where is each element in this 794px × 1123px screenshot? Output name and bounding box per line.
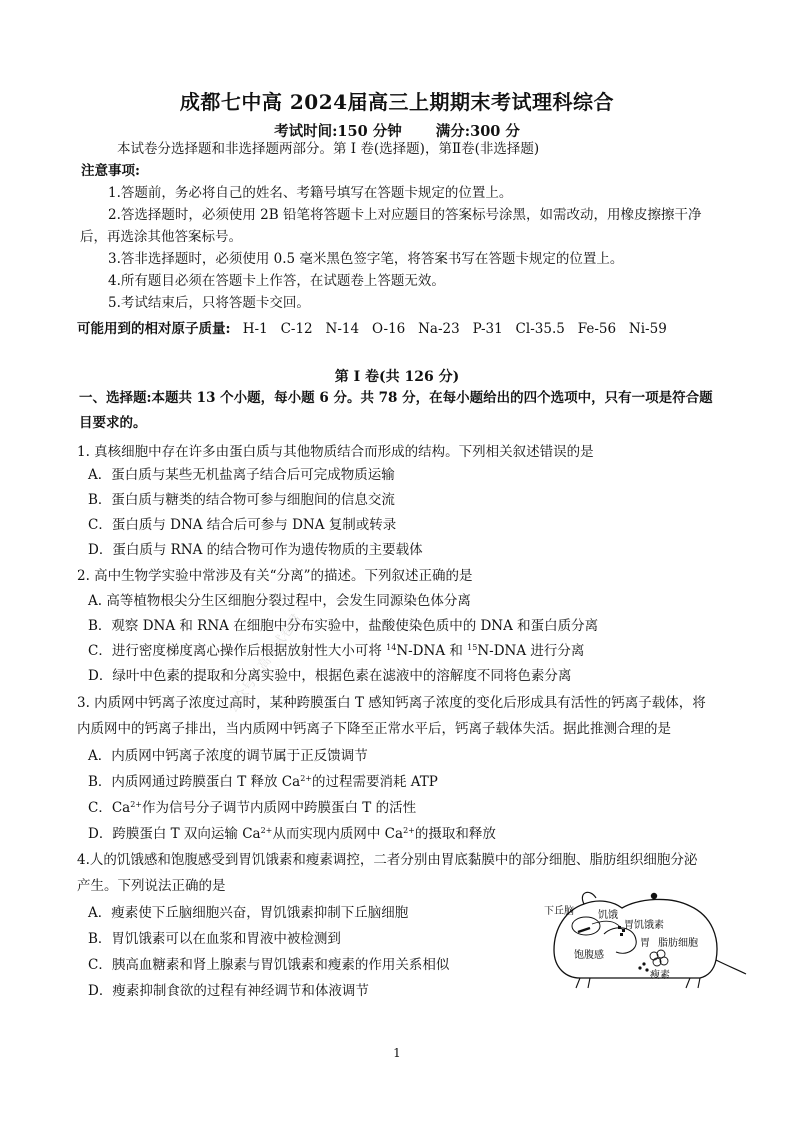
atomic-mass-values: H-1 C-12 N-14 O-16 Na-23 P-31 Cl-35.5 Fe-56 Ni-59	[242, 321, 667, 337]
question-1-option-d: D．蛋白质与 RNA 的结合物可作为遗传物质的主要载体	[88, 542, 423, 558]
question-4-option-b: B．胃饥饿素可以在血浆和胃液中被检测到	[88, 931, 341, 947]
question-2-option-b: B．观察 DNA 和 RNA 在细胞中分布实验中，盐酸使染色质中的 DNA 和蛋白质分离	[88, 618, 599, 634]
notice-item-2: 2.答选择题时，必须使用 2B 铅笔将答题卡上对应题目的答案标号涂黑，如需改动，用橡皮擦擦干净	[108, 207, 702, 223]
notice-item-2-cont: 后，再选涂其他答案标号。	[80, 229, 242, 245]
notice-heading: 注意事项:	[81, 163, 140, 179]
question-3-option-a: A．内质网中钙离子浓度的调节属于正反馈调节	[88, 748, 368, 764]
question-1-option-b: B．蛋白质与糖类的结合物可参与细胞间的信息交流	[88, 492, 395, 508]
stomach-shape	[604, 928, 636, 954]
leptin-dot	[638, 966, 641, 969]
atomic-mass-line	[77, 320, 667, 338]
brain-shape	[572, 917, 600, 935]
question-4-option-a: A．瘦素使下丘脑细胞兴奋，胃饥饿素抑制下丘脑细胞	[88, 905, 409, 921]
question-3-option-b: B．内质网通过跨膜蛋白 T 释放 $Ca^{2+}$的过程需要消耗 ATP	[88, 774, 438, 790]
question-4-option-d: D．瘦素抑制食欲的过程有神经调节和体液调节	[88, 983, 369, 999]
exam-time: 考试时间:150 分钟	[274, 123, 402, 140]
exam-info-line	[0, 120, 794, 141]
mouse-leg-back	[686, 978, 700, 988]
question-4-stem: 4.人的饥饿感和饱腹感受到胃饥饿素和瘦素调控，二者分别由胃底黏膜中的部分细胞、脂肪组织细胞分泌	[77, 852, 698, 868]
exam-score: 满分:300 分	[435, 123, 520, 140]
ghrelin-square	[618, 926, 621, 929]
question-1-stem: 1. 真核细胞中存在许多由蛋白质与其他物质结合而形成的结构。下列相关叙述错误的是	[77, 444, 594, 460]
question-2-option-d: D．绿叶中色素的提取和分离实验中，根据色素在滤液中的溶解度不同将色素分离	[88, 668, 572, 684]
question-3-option-d: D．跨膜蛋白 T 双向运输 $Ca^{2+}$从而实现内质网中 $Ca^{2+}$的摄取和释放	[88, 826, 496, 842]
mouse-leg-front	[576, 978, 590, 988]
notice-item-5: 5.考试结束后，只将答题卡交回。	[108, 295, 310, 311]
notice-item-1: 1.答题前，务必将自己的姓名、考籍号填写在答题卡规定的位置上。	[108, 185, 513, 201]
notice-item-4: 4.所有题目必须在答题卡上作答，在试题卷上答题无效。	[108, 273, 445, 289]
exam-intro: 本试卷分选择题和非选择题两部分。第 I 卷(选择题)，第Ⅱ卷(非选择题)	[117, 141, 540, 157]
question-3-stem: 3. 内质网中钙离子浓度过高时，某种跨膜蛋白 T 感知钙离子浓度的变化后形成具有活性的钙离子载体，将	[77, 695, 706, 711]
question-2-stem: 2. 高中生物学实验中常涉及有关“分离”的描述。下列叙述正确的是	[77, 568, 473, 584]
leptin-dot	[642, 962, 645, 965]
atomic-mass-label: 可能用到的相对原子质量:	[77, 321, 231, 337]
notice-item-3: 3.答非选择题时，必须使用 0.5 毫米黑色签字笔，将答案书写在答题卡规定的位置上。	[108, 251, 624, 267]
question-2-option-c: C．进行密度梯度离心操作后根据放射性大小可将 $^{14}$N-DNA 和 $^{15}$N-DNA 进行分离	[88, 643, 585, 659]
watermark-text: 公众号：高中试卷君	[225, 611, 305, 716]
label-hypothalamus: 下丘脑	[544, 906, 574, 917]
mouse-hormone-diagram	[540, 888, 750, 990]
label-fat-cell: 脂肪细胞	[658, 938, 698, 949]
leptin-dot	[645, 968, 648, 971]
ghrelin-square	[620, 933, 623, 936]
label-ghrelin: 胃饥饿素	[624, 920, 664, 931]
section1-instructions: 一、选择题:本题共 13 个小题，每小题 6 分。共 78 分，在每小题给出的四个选项中，只有一项是符合题	[79, 390, 713, 406]
section1-instructions-cont: 目要求的。	[79, 415, 147, 431]
label-hunger: 饥饿	[598, 910, 618, 921]
question-1-option-c: C．蛋白质与 DNA 结合后可参与 DNA 复制或转录	[88, 517, 397, 533]
mouse-tail	[716, 960, 746, 974]
signal-dot	[651, 893, 657, 899]
hypothalamus-mark	[578, 928, 590, 932]
page-number: 1	[393, 1046, 401, 1060]
question-1-option-a: A．蛋白质与某些无机盐离子结合后可完成物质运输	[88, 467, 395, 483]
question-2-option-a: A. 高等植物根尖分生区细胞分裂过程中，会发生同源染色体分离	[88, 593, 471, 609]
label-stomach: 胃	[640, 938, 650, 949]
part1-heading: 第 I 卷(共 126 分)	[334, 369, 460, 385]
label-leptin: 瘦素	[650, 970, 670, 981]
exam-title: 成都七中高 2024届高三上期期末考试理科综合	[179, 90, 615, 114]
question-3-option-c: C．$Ca^{2+}$作为信号分子调节内质网中跨膜蛋白 T 的活性	[88, 800, 417, 816]
question-4-stem-cont: 产生。下列说法正确的是	[77, 878, 226, 894]
question-4-option-c: C．胰高血糖素和肾上腺素与胃饥饿素和瘦素的作用关系相似	[88, 957, 450, 973]
question-3-stem-cont: 内质网中的钙离子排出，当内质网中钙离子下降至正常水平后，钙离子载体失活。据此推测合理的是	[77, 721, 671, 737]
label-satiety: 饱腹感	[574, 950, 604, 961]
